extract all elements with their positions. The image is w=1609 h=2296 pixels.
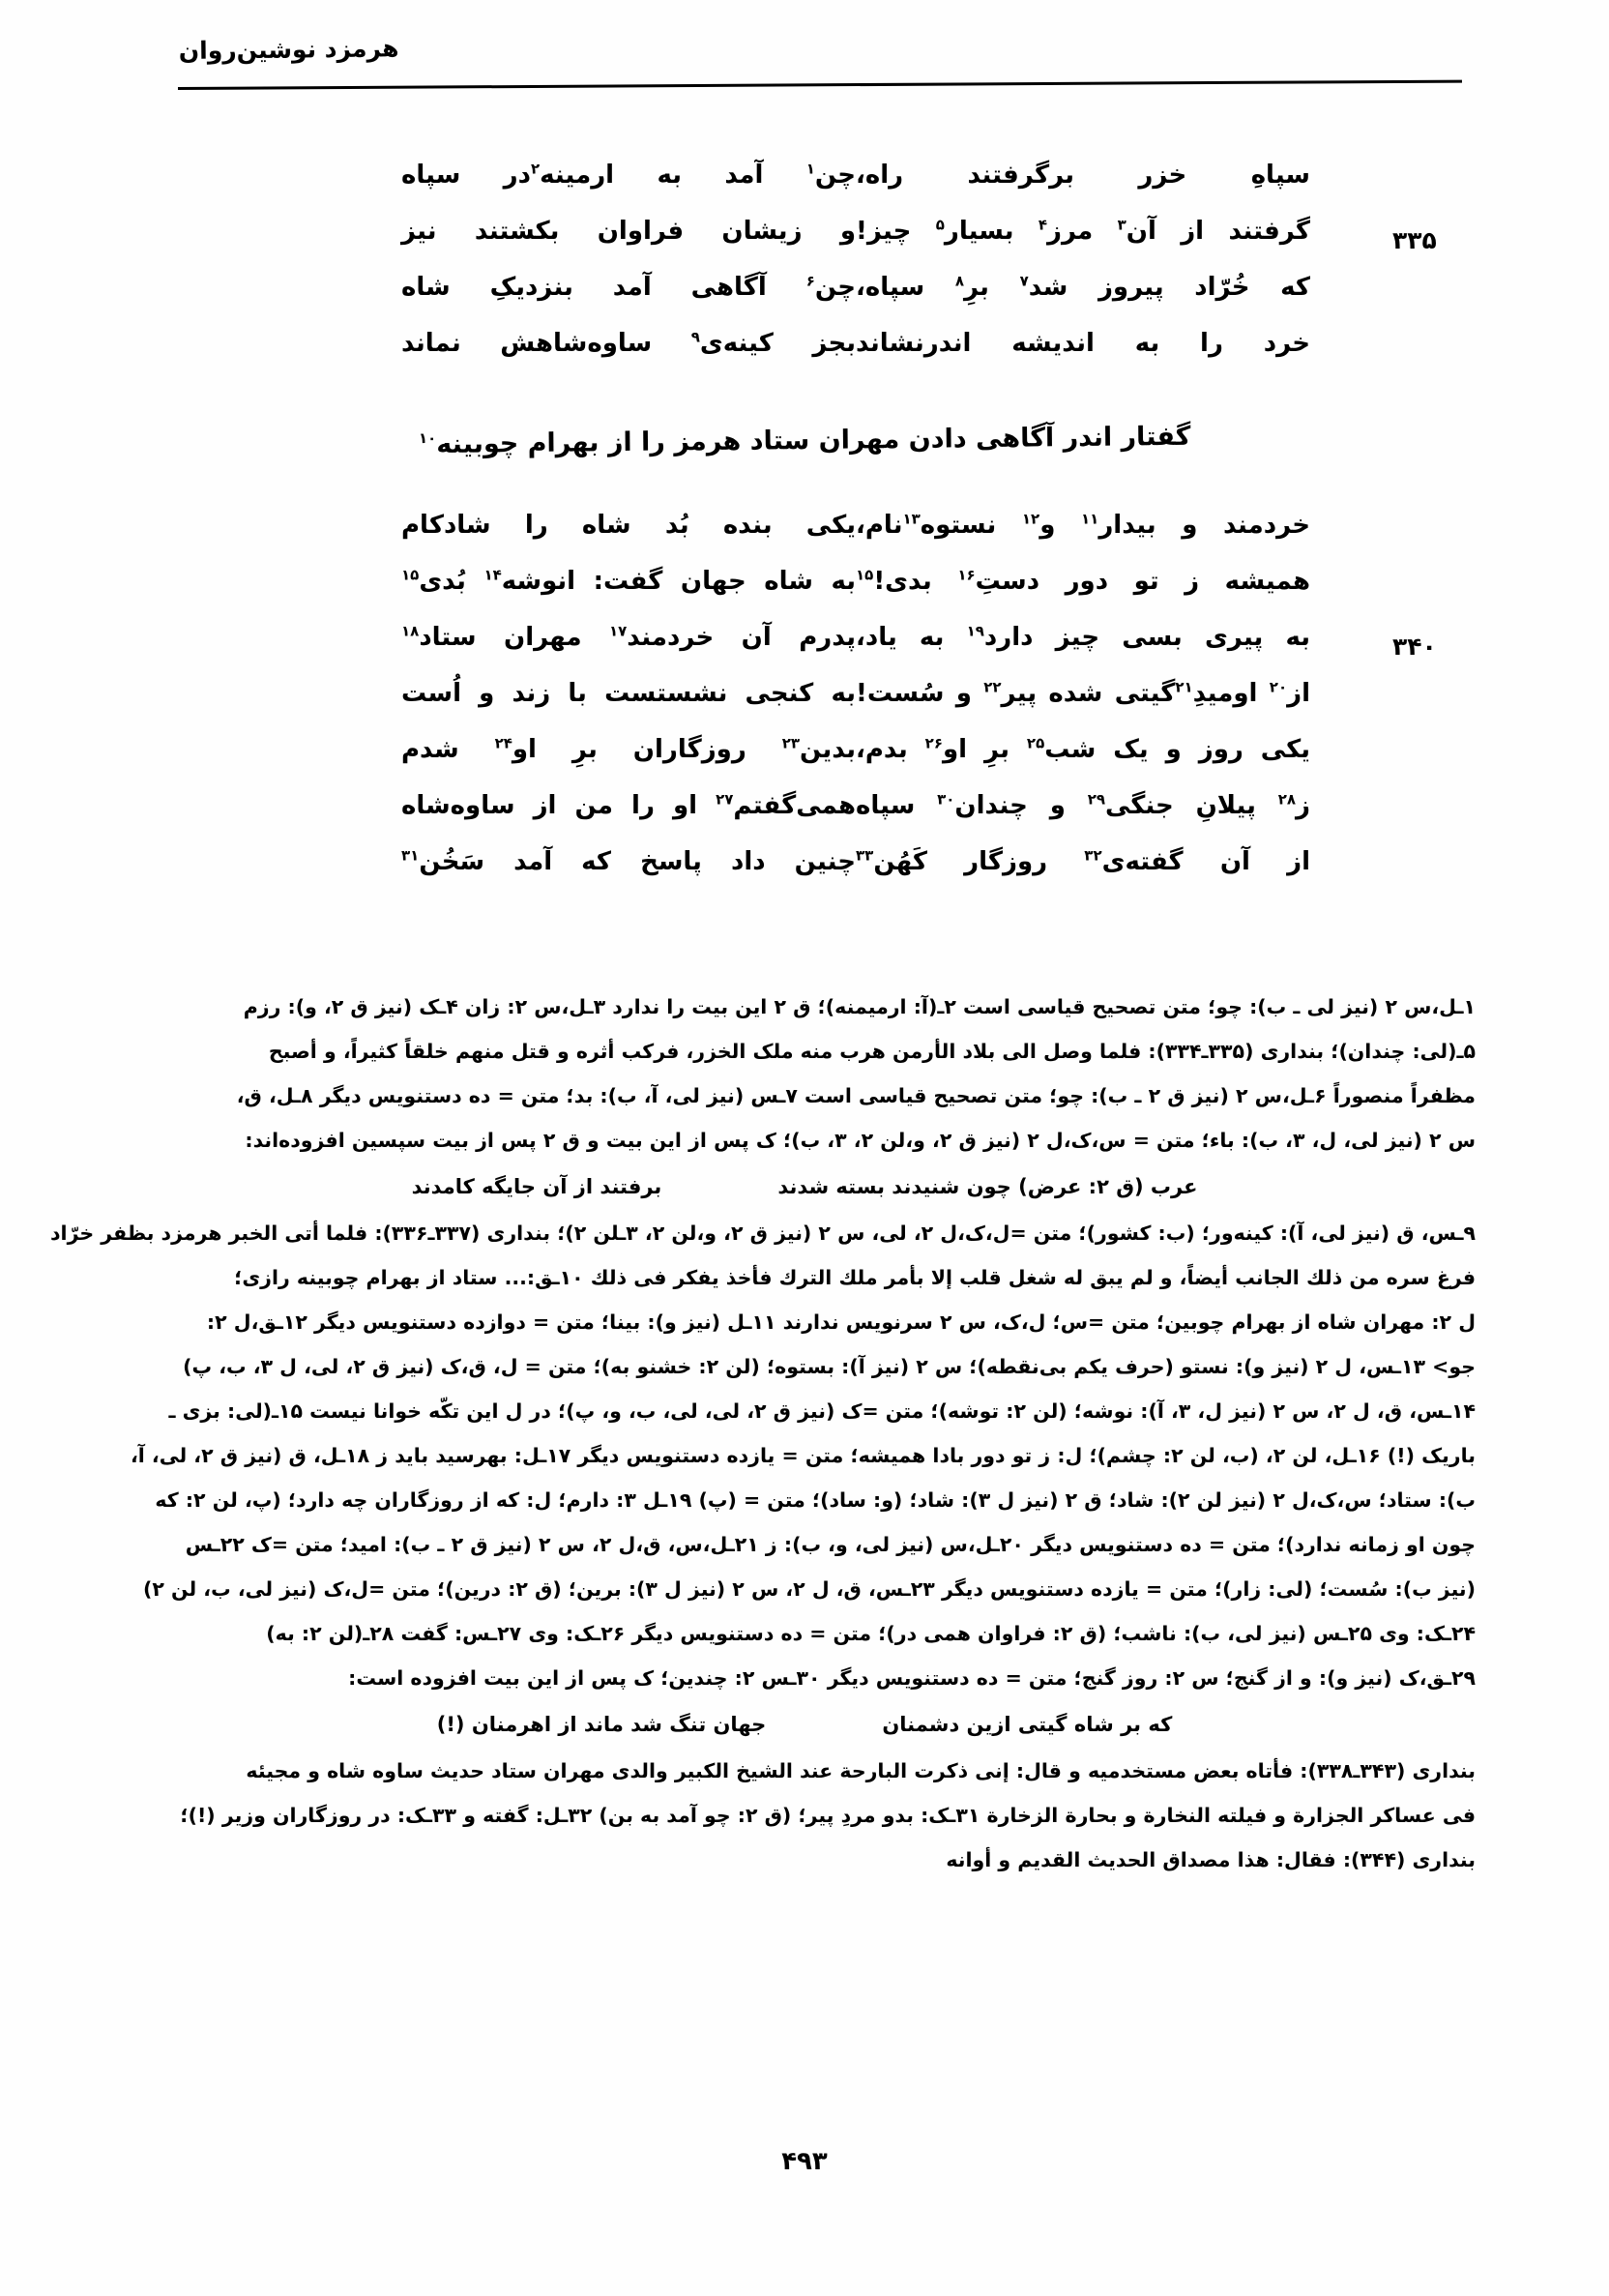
note-marker: ۹ <box>690 328 700 346</box>
hemistich-b: یکی روز و یک شب$^{۲۵}$ برِ او$^{۲۶}$ بدم، <box>856 734 1310 764</box>
inset-hemistich-a: که بر شاه گیتی ازین دشمنان <box>882 1713 1173 1736</box>
verse-line <box>222 510 1383 569</box>
verse-line <box>222 162 1383 219</box>
note-marker: ۱۵ <box>401 566 420 584</box>
critical-apparatus <box>50 985 1476 1882</box>
apparatus-line: ۲۴ـک: وی ۲۵ـس (نیز لی، ب): ناشب؛ (ق ۲: فراوان همی در)؛ متن = ده دستنویس دیگر ۲۶ـک: وی ۲۷ـس: گفت ۲۸ـ(لن ۲: به) <box>266 1622 1476 1645</box>
inset-hemistich-b: جهان تنگ شد ماند از اهرمنان (!) <box>436 1713 767 1736</box>
note-marker: ۲ <box>530 160 541 178</box>
note-marker: ۳۲ <box>1084 846 1102 865</box>
page-number: ۴۹۳ <box>781 2147 828 2176</box>
verse-line <box>222 566 1383 625</box>
note-marker: ۱۸ <box>401 622 420 640</box>
apparatus-line: س ۲ (نیز لی، ل، ۳، ب): باء؛ متن = س،ک،ل ۲ (نیز ق ۲، و،لن ۲، ۳، ب)؛ ک پس از این بیت و ق ۲ پس از بیت سپسین افزوده‌اند: <box>245 1129 1476 1152</box>
hemistich-b: از$^{۲۰}$ اومیدِ$^{۲۱}$گیتی شده پیر$^{۲۲}$ و سُست! <box>856 678 1310 708</box>
note-marker: ۲۷ <box>716 790 734 809</box>
hemistich-a: همی‌گفتم$^{۲۷}$ او را من از ساوه‌شاه <box>401 790 856 820</box>
note-marker: ۳۰ <box>937 790 955 809</box>
hemistich-a: چنین داد پاسخ که آمد سَخُن$^{۳۱}$ <box>401 846 856 876</box>
apparatus-line: ل ۲: مهران شاه از بهرام چوبین؛ متن =س؛ ل،ک، س ۲ سرنویس ندارند ۱۱ـل (نیز و): بینا؛ متن = دوازده دستنویس دیگر ۱۲ـق،ل ۲: <box>206 1310 1476 1334</box>
hemistich-b: ز$^{۲۸}$ پیلانِ جنگی$^{۲۹}$ و چندان$^{۳۰}$ سپاه <box>856 790 1310 820</box>
note-marker: ۱۱ <box>1081 510 1099 528</box>
hemistich-b: که خُرّاد پیروز شد$^۷$ برِ$^۸$ سپاه، <box>856 272 1310 302</box>
note-marker: ۱۳ <box>902 510 921 528</box>
note-marker: ۲۴ <box>494 734 512 752</box>
verse-line <box>222 678 1383 737</box>
verse-line <box>222 272 1383 331</box>
apparatus-line: چون او زمانه ندارد)؛ متن = ده دستنویس دیگر ۲۰ـل،س (نیز لی، و، ب): ز ۲۱ـل،س، ق،ل ۲، س ۲ (نیز ق ۲ ـ ب): امید؛ متن =ک ۲۲ـس <box>185 1533 1476 1556</box>
inset-hemistich-b: برفتند از آن جایگه کامدند <box>411 1175 662 1198</box>
verse-line <box>222 328 1383 387</box>
running-head-title: هرمزد نوشین‌روان <box>178 34 399 65</box>
hemistich-a: بدین$^{۲۳}$ روزگاران برِ او$^{۲۴}$ شدم <box>401 734 856 764</box>
verse-block-1 <box>222 160 1437 387</box>
hemistich-b: سپاهِ خزر برگرفتند راه، <box>856 161 1310 190</box>
note-marker: ۴ <box>1038 216 1047 234</box>
apparatus-line: ۹ـس، ق (نیز لی، آ): کینه‌ور؛ (ب: کشور)؛ متن =ل،ک،ل ۲، لی، س ۲ (نیز ق ۲، و،لن ۲، ۳ـلن ۲)؛ بنداری (۳۳۷ـ۳۳۶): فلما أتی الخبر هرمزد بظفر خرّاد <box>50 1222 1476 1245</box>
note-marker: ۲۰ <box>1269 678 1288 696</box>
hemistich-b: همیشه ز تو دور دستِ$^{۱۶}$ بدی!$^{۱۵}$ <box>856 566 1310 596</box>
apparatus-inset-couplet-1 <box>133 1163 1476 1211</box>
apparatus-line: ۵ـ(لی: چندان)؛ بنداری (۳۳۵ـ۳۳۴): فلما وصل الی بلاد الأرمن هرب منه ملک الخزر، فرکب أثره و قتل منهم خلقاً کثیراً، و أصبح <box>268 1040 1476 1063</box>
note-marker: ۲۳ <box>781 734 801 752</box>
apparatus-inset-couplet-2 <box>133 1700 1476 1749</box>
note-marker: ۱۶ <box>957 566 976 584</box>
verse-line <box>222 846 1383 905</box>
hemistich-b: خردمند و بیدار$^{۱۱}$ و$^{۱۲}$ نستوه$^{۱۳}$نام، <box>856 510 1310 540</box>
hemistich-a: یکی بنده بُد شاه را شادکام <box>401 511 856 540</box>
note-marker: ۱۲ <box>1021 510 1040 528</box>
verse-line <box>222 622 1437 681</box>
apparatus-line: فی عساکر الجزارة و فیلته النخارة و بحارة الزخارة ۳۱ـک: بدو مردِ پیر؛ (ق ۲: چو آمد به بن) ۳۲ـل: گفته و ۳۳ـک: در روزگاران وزیر (!)؛ <box>180 1804 1476 1827</box>
verse-line <box>222 734 1383 793</box>
hemistich-b: گرفتند از آن$^۳$ مرز$^۴$ بسیار$^۵$ چیز! <box>856 216 1311 246</box>
apparatus-line: بنداری (۳۴۳ـ۳۳۸): فأتاه بعض مستخدمیه و قال: إنی ذکرت البارحة عند الشیخ الکبیر والدی مهران ستاد حدیث ساوه شاه و مجیئه <box>246 1759 1476 1782</box>
note-marker: ۸ <box>954 272 964 290</box>
hemistich-a: چن$^۱$ آمد به ارمینه$^۲$در سپاه <box>401 160 857 190</box>
note-marker: ۶ <box>805 272 815 290</box>
note-marker: ۲۲ <box>983 678 1002 696</box>
verse-number: ۳۳۵ <box>1392 226 1437 254</box>
verse-line <box>222 790 1383 849</box>
hemistich-a: به کنجی نشستست با زند و اُست <box>401 679 856 708</box>
note-marker: ۳۳ <box>856 846 874 865</box>
hemistich-a: و زیشان فراوان بکشتند نیز <box>401 217 856 246</box>
apparatus-line: بنداری (۳۴۴): فقال: هذا مصداق الحدیث القدیم و أوانه <box>946 1848 1476 1871</box>
inset-hemistich-a: عرب (ق ۲: عرض) چون شنیدند بسته شدند <box>777 1175 1198 1198</box>
note-marker: ۲۹ <box>1087 790 1105 809</box>
note-marker: ۵ <box>935 216 945 234</box>
note-marker: ۳۱ <box>401 846 420 865</box>
running-head-area <box>0 34 1609 104</box>
note-marker: ۱۵ <box>856 566 874 584</box>
verse-line <box>222 216 1437 275</box>
apparatus-line: فرغ سره من ذلك الجانب أیضاً، و لم یبق له شغل قلب إلا بأمر ملك الترك فأخذ یفکر فی ذلك ۱۰ـق:... ستاد از بهرام چوبینه رازی؛ <box>234 1266 1476 1289</box>
section-heading-text: گفتار اندر آگاهی دادن مهران ستاد هرمز را از بهرام چوبینه <box>435 421 1191 459</box>
apparatus-line: (نیز ب): سُست؛ (لی: زار)؛ متن = یازده دستنویس دیگر ۲۳ـس، ق، ل ۲، س ۲ (نیز ل ۳): برین؛ (ق ۲: درین)؛ متن =ل،ک (نیز لی، ب، لن ۲) <box>142 1577 1476 1601</box>
apparatus-line: مظفراً منصوراً ۶ـل،س ۲ (نیز ق ۲ ـ ب): چو؛ متن تصحیح قیاسی است ۷ـس (نیز لی، آ، ب): بد؛ متن = ده دستنویس دیگر ۸ـل، ق، <box>236 1084 1476 1107</box>
note-marker: ۲۱ <box>1175 678 1193 696</box>
apparatus-line: جو> ۱۳ـس، ل ۲ (نیز و): نستو (حرف یکم بی‌نقطه)؛ س ۲ (نیز آ): بستوه؛ (لن ۲: خشنو به)؛ متن = ل، ق،ک (نیز ق ۲، لی، ل ۳، ب، پ) <box>183 1355 1476 1378</box>
hemistich-a: پدرم آن خردمند$^{۱۷}$ مهران ستاد$^{۱۸}$ <box>401 622 856 652</box>
hemistich-a: بجز کینه‌ی$^۹$ ساوه‌شاهش نماند <box>401 328 857 358</box>
apparatus-line: باریک (!) ۱۶ـل، لن ۲، (ب، لن ۲: چشم)؛ ل: ز تو دور بادا همیشه؛ متن = یازده دستنویس دیگر ۱۷ـل: بهرسید باید ز ۱۸ـل، ق (نیز ق ۲، لی، آ، <box>130 1444 1476 1467</box>
apparatus-line: ۲۹ـق،ک (نیز و): و از گنج؛ س ۲: روز گنج؛ متن = ده دستنویس دیگر ۳۰ـس ۲: چندین؛ ک پس از این بیت افزوده است: <box>348 1666 1476 1690</box>
apparatus-line: ب): ستاد؛ س،ک،ل ۲ (نیز لن ۲): شاد؛ ق ۲ (نیز ل ۳): شاد؛ (و: ساد)؛ متن = (پ) ۱۹ـل ۳: دارم؛ ل: که از روزگاران چه دارد؛ (پ، لن ۲: که <box>155 1488 1476 1512</box>
apparatus-line: ۱۴ـس، ق، ل ۲، س ۲ (نیز ل، ۳، آ): نوشه؛ (لن ۲: توشه)؛ متن =ک (نیز ق ۲، لی، لی، ب، و، پ)؛ در ل این تکّه خوانا نیست ۱۵ـ(لی: بزی ـ <box>168 1399 1476 1423</box>
verse-block-2 <box>222 510 1437 905</box>
section-heading <box>0 421 1609 459</box>
note-marker: ۱۴ <box>483 566 502 584</box>
verse-number: ۳۴۰ <box>1392 633 1437 661</box>
hemistich-b: به پیری بسی چیز دارد$^{۱۹}$ به یاد، <box>856 622 1310 652</box>
note-marker: ۱۷ <box>608 622 628 640</box>
note-marker: ۱۰ <box>418 428 437 448</box>
header-rule <box>178 80 1462 90</box>
hemistich-a: به شاه جهان گفت: انوشه$^{۱۴}$ بُدی$^{۱۵}$ <box>401 566 856 596</box>
hemistich-b: از آن گفته‌ی$^{۳۲}$ روزگار کَهُن$^{۳۳}$ <box>856 846 1310 876</box>
hemistich-a: چن$^۶$ آگاهی آمد بنزدیکِ شاه <box>401 272 856 302</box>
apparatus-line: ۱ـل،س ۲ (نیز لی ـ ب): چو؛ متن تصحیح قیاسی است ۲ـ(آ: ارمیمنه)؛ ق ۲ این بیت را ندارد ۳ـل،س ۲: زان ۴ـک (نیز ق ۲، و): رزم <box>243 995 1476 1018</box>
note-marker: ۲۵ <box>1026 734 1045 752</box>
note-marker: ۷ <box>1019 272 1029 290</box>
note-marker: ۱۹ <box>966 622 984 640</box>
hemistich-b: خرد را به اندیشه اندرنشاند <box>856 329 1310 358</box>
note-marker: ۲۶ <box>924 734 943 752</box>
note-marker: ۲۸ <box>1277 790 1297 809</box>
note-marker: ۱ <box>805 160 815 178</box>
note-marker: ۳ <box>1117 216 1126 234</box>
